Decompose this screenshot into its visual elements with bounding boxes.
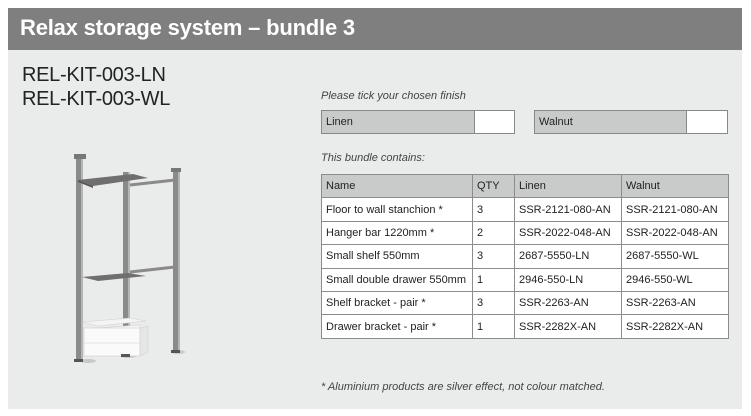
column-header-walnut: Walnut <box>622 175 729 198</box>
cell-qty: 3 <box>473 291 515 314</box>
cell-walnut: SSR-2263-AN <box>622 291 729 314</box>
cell-qty: 1 <box>473 268 515 291</box>
table-row <box>322 221 729 244</box>
cell-linen: 2946-550-LN <box>515 268 622 291</box>
finish-option-walnut <box>534 110 728 134</box>
cell-linen: SSR-2282X-AN <box>515 315 622 338</box>
finish-prompt: Please tick your chosen finish <box>321 90 466 102</box>
table-header-row <box>322 175 729 198</box>
cell-qty: 1 <box>473 315 515 338</box>
column-header-name: Name <box>322 175 473 198</box>
column-header-qty: QTY <box>473 175 515 198</box>
finish-option-walnut-label: Walnut <box>535 111 687 133</box>
aluminium-footnote: * Aluminium products are silver effect, not colour matched. <box>321 381 605 393</box>
bundle-contents-table <box>321 174 729 339</box>
cell-linen: SSR-2263-AN <box>515 291 622 314</box>
product-code-linen: REL-KIT-003-LN <box>22 64 166 86</box>
linen-tick-checkbox[interactable] <box>475 111 514 133</box>
table-row <box>322 268 729 291</box>
walnut-tick-checkbox[interactable] <box>687 111 727 133</box>
product-code-walnut: REL-KIT-003-WL <box>22 88 171 110</box>
finish-option-linen <box>321 110 515 134</box>
cell-linen: SSR-2022-048-AN <box>515 221 622 244</box>
bundle-caption: This bundle contains: <box>321 152 425 164</box>
page-title: Relax storage system – bundle 3 <box>20 15 355 40</box>
storage-system-illustration <box>38 150 198 375</box>
table-row <box>322 291 729 314</box>
cell-name: Floor to wall stanchion * <box>322 198 473 221</box>
cell-name: Shelf bracket - pair * <box>322 291 473 314</box>
cell-name: Drawer bracket - pair * <box>322 315 473 338</box>
content-panel <box>8 50 742 409</box>
cell-name: Small double drawer 550mm <box>322 268 473 291</box>
table-row <box>322 245 729 268</box>
table-row <box>322 315 729 338</box>
cell-name: Small shelf 550mm <box>322 245 473 268</box>
cell-qty: 3 <box>473 198 515 221</box>
cell-walnut: SSR-2022-048-AN <box>622 221 729 244</box>
cell-name: Hanger bar 1220mm * <box>322 221 473 244</box>
cell-linen: SSR-2121-080-AN <box>515 198 622 221</box>
cell-walnut: SSR-2121-080-AN <box>622 198 729 221</box>
cell-qty: 2 <box>473 221 515 244</box>
cell-walnut: 2687-5550-WL <box>622 245 729 268</box>
column-header-linen: Linen <box>515 175 622 198</box>
cell-linen: 2687-5550-LN <box>515 245 622 268</box>
table-row <box>322 198 729 221</box>
finish-option-linen-label: Linen <box>322 111 475 133</box>
cell-qty: 3 <box>473 245 515 268</box>
cell-walnut: 2946-550-WL <box>622 268 729 291</box>
cell-walnut: SSR-2282X-AN <box>622 315 729 338</box>
header-bar <box>8 8 742 50</box>
